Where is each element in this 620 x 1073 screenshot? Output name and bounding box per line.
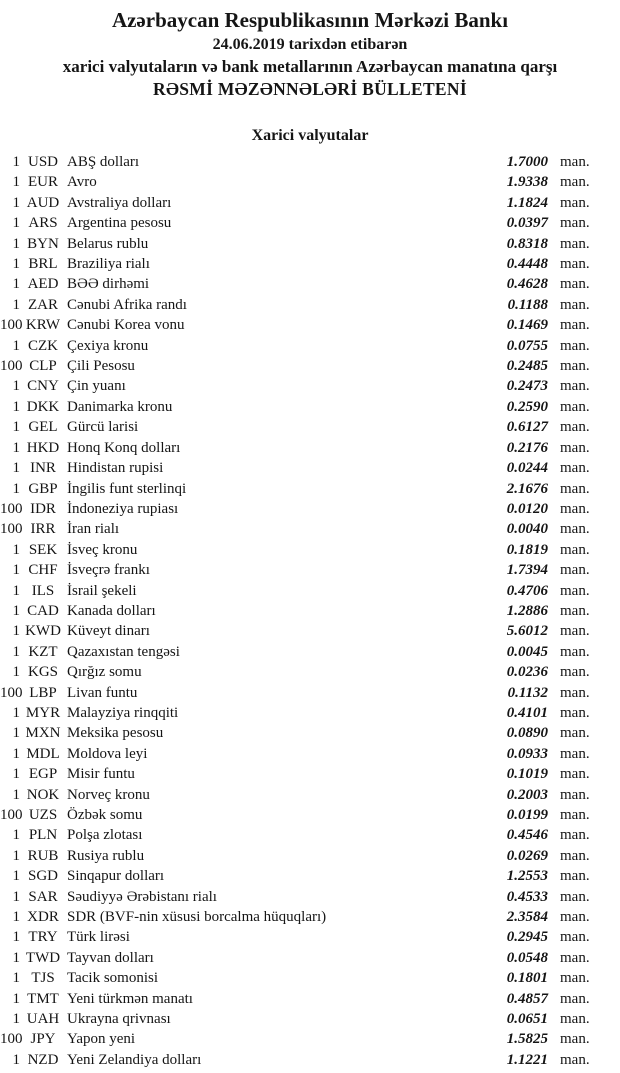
- rate-value: 0.0890: [506, 725, 548, 742]
- currency-code: HKD: [26, 439, 60, 456]
- table-row: [0, 499, 620, 519]
- unit-amount: 1: [12, 194, 20, 211]
- unit-amount: 1: [12, 378, 20, 395]
- unit-amount: 1: [12, 1011, 20, 1028]
- table-row: [0, 703, 620, 723]
- currency-name: Səudiyyə Ərəbistanı rialı: [67, 888, 217, 905]
- table-row: [0, 172, 620, 192]
- manat-unit-label: man.: [560, 378, 590, 395]
- currency-code: KZT: [28, 643, 58, 660]
- table-row: [0, 560, 620, 580]
- currency-name: Qazaxıstan tengəsi: [67, 643, 180, 660]
- currency-code: EUR: [28, 174, 58, 191]
- rate-value: 0.1132: [507, 684, 548, 701]
- manat-unit-label: man.: [560, 868, 590, 885]
- currency-code: TWD: [25, 949, 61, 966]
- rate-value: 0.4706: [506, 582, 548, 599]
- rate-value: 0.1801: [506, 970, 548, 987]
- currency-name: Çili Pesosu: [67, 358, 135, 375]
- unit-amount: 1: [12, 296, 20, 313]
- manat-unit-label: man.: [560, 439, 590, 456]
- rate-value: 0.0651: [506, 1011, 548, 1028]
- table-row: [0, 948, 620, 968]
- currency-code: SAR: [28, 888, 58, 905]
- rate-value: 0.2485: [506, 358, 548, 375]
- currency-name: Sinqapur dolları: [67, 868, 165, 885]
- document-header: [0, 6, 620, 100]
- manat-unit-label: man.: [560, 337, 590, 354]
- manat-unit-label: man.: [560, 541, 590, 558]
- table-row: [0, 621, 620, 641]
- table-row: [0, 1050, 620, 1070]
- effective-date-line: 24.06.2019 tarixdən etibarən: [212, 36, 408, 53]
- rate-value: 0.2176: [506, 439, 548, 456]
- table-row: [0, 376, 620, 396]
- currency-name: Norveç kronu: [67, 786, 150, 803]
- table-row: [0, 723, 620, 743]
- manat-unit-label: man.: [560, 807, 590, 823]
- rate-value: 0.0040: [506, 521, 548, 538]
- currency-name: Özbək somu: [67, 807, 143, 823]
- table-row: [0, 397, 620, 417]
- rate-value: 0.0933: [506, 745, 548, 762]
- currency-code: KWD: [25, 623, 61, 640]
- currency-code: USD: [27, 154, 58, 170]
- manat-unit-label: man.: [560, 276, 590, 293]
- currency-code: TMT: [27, 990, 59, 1007]
- currency-code: ARS: [28, 215, 58, 232]
- currency-code: MYR: [25, 704, 61, 721]
- currency-name: Kanada dolları: [67, 602, 156, 619]
- currency-code: GEL: [28, 419, 58, 436]
- rate-value: 0.2473: [506, 378, 548, 395]
- table-row: [0, 764, 620, 784]
- currency-code: UAH: [26, 1011, 60, 1028]
- rate-value: 0.1469: [506, 317, 548, 334]
- currency-name: Avstraliya dolları: [67, 194, 172, 211]
- manat-unit-label: man.: [560, 582, 590, 599]
- table-row: [0, 968, 620, 988]
- currency-code: NOK: [26, 786, 60, 803]
- manat-unit-label: man.: [560, 460, 590, 477]
- table-row: [0, 683, 620, 703]
- manat-unit-label: man.: [560, 643, 590, 660]
- table-row: [0, 662, 620, 682]
- currency-name: Livan funtu: [67, 684, 138, 701]
- currency-name: Danimarka kronu: [67, 398, 173, 415]
- unit-amount: 1: [12, 602, 20, 619]
- currency-name: Malayziya rinqqiti: [67, 704, 179, 721]
- currency-name: Yapon yeni: [67, 1031, 136, 1048]
- currency-name: Avro: [67, 174, 97, 191]
- currency-name: Hindistan rupisi: [67, 460, 164, 477]
- manat-unit-label: man.: [560, 745, 590, 762]
- rate-value: 0.1188: [507, 296, 548, 313]
- currency-name: Tayvan dolları: [67, 949, 154, 966]
- manat-unit-label: man.: [560, 1051, 590, 1068]
- unit-amount: 100: [0, 684, 23, 701]
- currency-name: İsveçrə frankı: [67, 562, 150, 579]
- unit-amount: 1: [12, 419, 20, 436]
- manat-unit-label: man.: [560, 317, 590, 334]
- table-row: [0, 274, 620, 294]
- unit-amount: 1: [12, 398, 20, 415]
- unit-amount: 1: [12, 460, 20, 477]
- manat-unit-label: man.: [560, 786, 590, 803]
- unit-amount: 1: [12, 786, 20, 803]
- currency-name: BƏƏ dirhəmi: [67, 276, 150, 293]
- table-row: [0, 1029, 620, 1049]
- unit-amount: 1: [12, 745, 20, 762]
- table-row: [0, 825, 620, 845]
- unit-amount: 1: [12, 439, 20, 456]
- table-row: [0, 336, 620, 356]
- currency-name: Ukrayna qrivnası: [67, 1011, 171, 1028]
- unit-amount: 1: [12, 664, 20, 681]
- manat-unit-label: man.: [560, 296, 590, 313]
- unit-amount: 1: [12, 480, 20, 497]
- currency-name: Tacik somonisi: [67, 970, 159, 987]
- unit-amount: 1: [12, 929, 20, 946]
- rate-value: 0.4857: [506, 990, 548, 1007]
- unit-amount: 1: [12, 847, 20, 864]
- rate-value: 0.0199: [506, 807, 548, 823]
- table-row: [0, 193, 620, 213]
- unit-amount: 1: [12, 623, 20, 640]
- rate-value: 1.7394: [506, 562, 548, 579]
- rate-value: 0.4546: [506, 827, 548, 844]
- currency-code: BRL: [28, 256, 58, 273]
- unit-amount: 1: [12, 235, 20, 252]
- rate-value: 1.1824: [506, 194, 548, 211]
- unit-amount: 1: [12, 643, 20, 660]
- currency-name: İsveç kronu: [67, 541, 138, 558]
- rate-value: 1.7000: [506, 154, 548, 170]
- manat-unit-label: man.: [560, 766, 590, 783]
- unit-amount: 100: [0, 317, 23, 334]
- unit-amount: 1: [12, 888, 20, 905]
- currency-code: UZS: [28, 807, 58, 823]
- currency-code: KGS: [27, 664, 58, 681]
- currency-code: XDR: [27, 909, 59, 926]
- rate-value: 0.0120: [506, 500, 548, 517]
- currency-code: NZD: [27, 1051, 59, 1068]
- unit-amount: 1: [12, 827, 20, 844]
- currency-code: SEK: [28, 541, 58, 558]
- rate-value: 1.2886: [506, 602, 548, 619]
- currency-code: ZAR: [28, 296, 58, 313]
- currency-name: Çin yuanı: [67, 378, 126, 395]
- currency-name: Misir funtu: [67, 766, 135, 783]
- manat-unit-label: man.: [560, 929, 590, 946]
- rate-value: 1.5825: [506, 1031, 548, 1048]
- currency-name: Türk lirəsi: [67, 929, 130, 946]
- unit-amount: 1: [12, 256, 20, 273]
- manat-unit-label: man.: [560, 419, 590, 436]
- currency-name: SDR (BVF-nin xüsusi borcalma hüquqları): [67, 909, 327, 926]
- table-row: [0, 581, 620, 601]
- currency-name: Moldova leyi: [67, 745, 148, 762]
- rate-value: 0.4628: [506, 276, 548, 293]
- table-row: [0, 785, 620, 805]
- currency-name: İran rialı: [67, 521, 120, 538]
- manat-unit-label: man.: [560, 235, 590, 252]
- currency-code: CHF: [28, 562, 58, 579]
- manat-unit-label: man.: [560, 949, 590, 966]
- currency-code: SGD: [27, 868, 58, 885]
- currency-code: CZK: [28, 337, 58, 354]
- bank-name-title: Azərbaycan Respublikasının Mərkəzi Bankı: [111, 8, 509, 32]
- rate-value: 0.2945: [506, 929, 548, 946]
- unit-amount: 1: [12, 949, 20, 966]
- currency-name: Gürcü larisi: [67, 419, 139, 436]
- unit-amount: 1: [12, 725, 20, 742]
- table-row: [0, 458, 620, 478]
- rate-value: 0.1819: [506, 541, 548, 558]
- manat-unit-label: man.: [560, 725, 590, 742]
- currency-code: EGP: [28, 766, 58, 783]
- currency-name: Cənubi Korea vonu: [67, 317, 185, 334]
- manat-unit-label: man.: [560, 664, 590, 681]
- currency-name: Meksika pesosu: [67, 725, 164, 742]
- rate-value: 1.1221: [506, 1051, 548, 1068]
- unit-amount: 1: [12, 1051, 20, 1068]
- currency-name: Qırğız somu: [67, 664, 142, 681]
- currency-code: CLP: [29, 358, 57, 375]
- manat-unit-label: man.: [560, 990, 590, 1007]
- table-row: [0, 744, 620, 764]
- rate-value: 0.8318: [506, 235, 548, 252]
- unit-amount: 1: [12, 562, 20, 579]
- currency-code: CAD: [27, 602, 59, 619]
- table-row: [0, 989, 620, 1009]
- unit-amount: 100: [0, 358, 23, 375]
- manat-unit-label: man.: [560, 684, 590, 701]
- table-row: [0, 540, 620, 560]
- rate-value: 0.0236: [506, 664, 548, 681]
- table-row: [0, 866, 620, 886]
- unit-amount: 1: [12, 276, 20, 293]
- currency-code: GBP: [28, 480, 58, 497]
- table-row: [0, 907, 620, 927]
- currency-name: İngilis funt sterlinqi: [67, 480, 187, 497]
- rate-value: 1.2553: [506, 868, 548, 885]
- manat-unit-label: man.: [560, 1011, 590, 1028]
- currency-code: IDR: [30, 500, 56, 517]
- table-row: [0, 295, 620, 315]
- rate-value: 2.3584: [506, 909, 548, 926]
- currency-code: TJS: [31, 970, 55, 987]
- currency-code: LBP: [29, 684, 57, 701]
- exchange-rates-table: [0, 152, 620, 1070]
- table-row: [0, 152, 620, 172]
- table-row: [0, 479, 620, 499]
- unit-amount: 100: [0, 521, 23, 538]
- table-row: [0, 213, 620, 233]
- table-row: [0, 315, 620, 335]
- unit-amount: 1: [12, 154, 20, 170]
- unit-amount: 1: [12, 582, 20, 599]
- table-row: [0, 519, 620, 539]
- currency-name: Polşa zlotası: [67, 827, 143, 844]
- currency-code: AUD: [26, 194, 60, 211]
- rate-value: 0.0397: [506, 215, 548, 232]
- currency-code: BYN: [27, 235, 59, 252]
- currency-name: ABŞ dolları: [67, 154, 140, 170]
- rate-value: 0.1019: [506, 766, 548, 783]
- manat-unit-label: man.: [560, 174, 590, 191]
- currency-code: PLN: [28, 827, 58, 844]
- currency-code: ILS: [31, 582, 55, 599]
- table-row: [0, 438, 620, 458]
- rate-value: 1.9338: [506, 174, 548, 191]
- currency-name: Honq Konq dolları: [67, 439, 181, 456]
- currency-code: RUB: [27, 847, 59, 864]
- table-row: [0, 642, 620, 662]
- manat-unit-label: man.: [560, 500, 590, 517]
- table-row: [0, 805, 620, 825]
- unit-amount: 1: [12, 766, 20, 783]
- currency-name: İndoneziya rupiası: [67, 500, 179, 517]
- unit-amount: 1: [12, 215, 20, 232]
- manat-unit-label: man.: [560, 480, 590, 497]
- currency-code: IRR: [30, 521, 56, 538]
- currency-code: TRY: [28, 929, 58, 946]
- manat-unit-label: man.: [560, 154, 590, 170]
- manat-unit-label: man.: [560, 827, 590, 844]
- manat-unit-label: man.: [560, 847, 590, 864]
- currency-name: Argentina pesosu: [67, 215, 172, 232]
- manat-unit-label: man.: [560, 704, 590, 721]
- rate-value: 0.0244: [506, 460, 548, 477]
- currency-name: Yeni Zelandiya dolları: [67, 1051, 202, 1068]
- currency-code: DKK: [26, 398, 60, 415]
- unit-amount: 1: [12, 970, 20, 987]
- table-row: [0, 417, 620, 437]
- table-row: [0, 1009, 620, 1029]
- manat-unit-label: man.: [560, 358, 590, 375]
- manat-unit-label: man.: [560, 562, 590, 579]
- table-row: [0, 601, 620, 621]
- currency-code: INR: [30, 460, 56, 477]
- manat-unit-label: man.: [560, 970, 590, 987]
- rate-value: 0.0548: [506, 949, 548, 966]
- manat-unit-label: man.: [560, 256, 590, 273]
- currency-code: CNY: [27, 378, 59, 395]
- table-row: [0, 234, 620, 254]
- rate-value: 0.2003: [506, 786, 548, 803]
- manat-unit-label: man.: [560, 1031, 590, 1048]
- rate-value: 5.6012: [506, 623, 548, 640]
- table-row: [0, 254, 620, 274]
- unit-amount: 1: [12, 337, 20, 354]
- currency-name: Yeni türkmən manatı: [67, 990, 193, 1007]
- currency-name: Çexiya kronu: [67, 337, 149, 354]
- manat-unit-label: man.: [560, 888, 590, 905]
- currency-code: JPY: [30, 1031, 56, 1048]
- rate-value: 0.0755: [506, 337, 548, 354]
- rate-value: 0.4101: [506, 704, 548, 721]
- currency-name: Cənubi Afrika randı: [67, 296, 187, 313]
- manat-unit-label: man.: [560, 194, 590, 211]
- rate-value: 0.4533: [506, 888, 548, 905]
- currency-name: Küveyt dinarı: [67, 623, 150, 640]
- rate-value: 2.1676: [506, 480, 548, 497]
- unit-amount: 100: [0, 500, 23, 517]
- currency-name: Belarus rublu: [67, 235, 149, 252]
- unit-amount: 1: [12, 868, 20, 885]
- table-row: [0, 927, 620, 947]
- currency-name: Braziliya rialı: [67, 256, 150, 273]
- rate-value: 0.4448: [506, 256, 548, 273]
- currency-code: MDL: [26, 745, 60, 762]
- table-row: [0, 887, 620, 907]
- manat-unit-label: man.: [560, 521, 590, 538]
- manat-unit-label: man.: [560, 398, 590, 415]
- unit-amount: 100: [0, 807, 23, 823]
- section-title-foreign-currencies: Xarici valyutalar: [251, 127, 369, 144]
- unit-amount: 100: [0, 1031, 23, 1048]
- currency-code: KRW: [25, 317, 61, 334]
- currency-name: İsrail şekeli: [67, 582, 137, 599]
- unit-amount: 1: [12, 909, 20, 926]
- unit-amount: 1: [12, 541, 20, 558]
- manat-unit-label: man.: [560, 602, 590, 619]
- currency-code: AED: [27, 276, 59, 293]
- manat-unit-label: man.: [560, 215, 590, 232]
- rate-value: 0.0045: [506, 643, 548, 660]
- manat-unit-label: man.: [560, 623, 590, 640]
- rate-value: 0.6127: [506, 419, 548, 436]
- currency-code: MXN: [25, 725, 61, 742]
- subtitle-line: xarici valyutaların və bank metallarının Azərbaycan manatına qarşı: [62, 57, 558, 76]
- unit-amount: 1: [12, 704, 20, 721]
- table-row: [0, 356, 620, 376]
- manat-unit-label: man.: [560, 909, 590, 926]
- currency-name: Rusiya rublu: [67, 847, 145, 864]
- rate-value: 0.0269: [506, 847, 548, 864]
- unit-amount: 1: [12, 174, 20, 191]
- unit-amount: 1: [12, 990, 20, 1007]
- bulletin-title: RƏSMİ MƏZƏNNƏLƏRİ BÜLLETENİ: [153, 79, 467, 99]
- rate-value: 0.2590: [506, 398, 548, 415]
- table-row: [0, 846, 620, 866]
